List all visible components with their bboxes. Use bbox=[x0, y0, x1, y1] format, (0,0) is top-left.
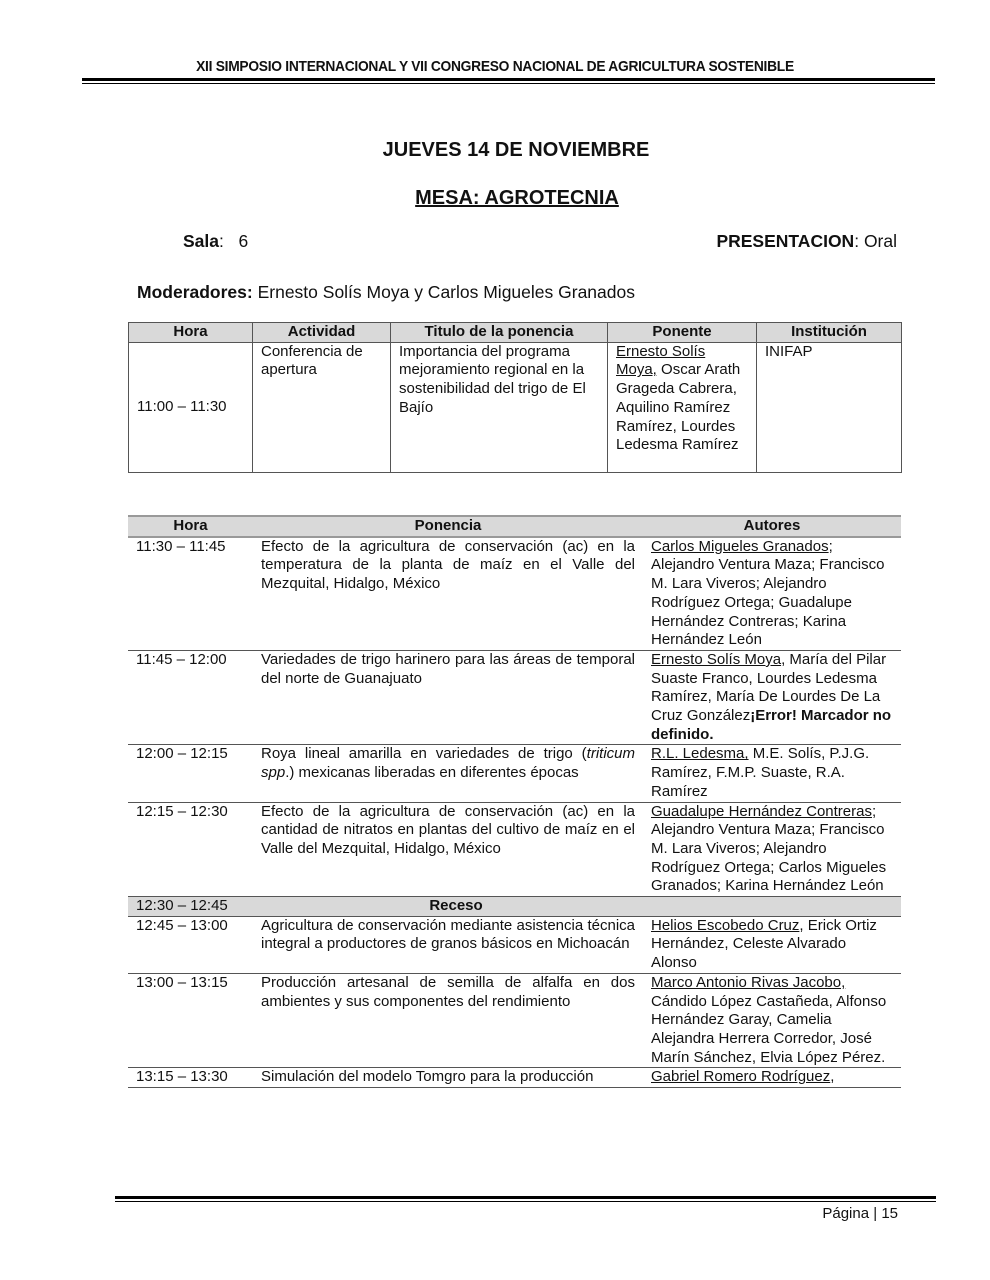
talk-title-part: .) mexicanas liberadas en diferentes épocas bbox=[285, 764, 579, 782]
col-header: Actividad bbox=[253, 323, 391, 343]
main-author: Helios Escobedo Cruz bbox=[651, 916, 800, 934]
talk-title: Efecto de la agricultura de conservación (ac) en la temperatura de la planta de maíz en el Valle del Mezquital, Hidalgo, México bbox=[253, 537, 643, 651]
talk-title: Producción artesanal de semilla de alfalfa en dos ambientes y sus componentes del rendimiento bbox=[253, 973, 643, 1068]
col-header: Autores bbox=[643, 516, 901, 537]
main-author: Gabriel Romero Rodríguez bbox=[651, 1068, 831, 1086]
table-row bbox=[128, 916, 901, 973]
time-cell: 12:00 – 12:15 bbox=[128, 745, 253, 802]
authors-cell bbox=[643, 916, 901, 973]
time-cell: 12:45 – 13:00 bbox=[128, 916, 253, 973]
talk-title: Variedades de trigo harinero para las áreas de temporal del norte de Guanajuato bbox=[253, 650, 643, 745]
col-header: Institución bbox=[757, 323, 902, 343]
authors-cell bbox=[643, 650, 901, 745]
co-authors: Cándido López Castañeda, Alfonso Hernández Garay, Camelia Alejandra Herrera Corredor, José Marín Sánchez, Elvia López Pérez. bbox=[651, 992, 887, 1066]
talk-title bbox=[253, 745, 643, 802]
page-number-value: 15 bbox=[881, 1205, 898, 1222]
time-cell: 11:45 – 12:00 bbox=[128, 650, 253, 745]
table-row bbox=[128, 745, 901, 802]
page-number: Página | 15 bbox=[822, 1205, 898, 1222]
moderators-label: Moderadores: bbox=[137, 282, 253, 302]
talk-title-part: Roya lineal amarilla en variedades de trigo ( bbox=[261, 745, 587, 763]
col-header: Ponencia bbox=[253, 516, 643, 537]
bookmark-error: ¡Error! Marcador no definido. bbox=[651, 707, 892, 743]
title-cell: Importancia del programa mejoramiento regional en la sostenibilidad del trigo de El Bajío bbox=[391, 342, 608, 472]
col-header: Hora bbox=[128, 516, 253, 537]
co-authors: M.E. Solís, P.J.G. Ramírez, F.M.P. Suaste, R.A. Ramírez bbox=[651, 745, 870, 800]
co-authors: ; Alejandro Ventura Maza; Francisco M. Lara Viveros; Alejandro Rodríguez Ortega; Carlos Migueles Granados; Karina Hernández León bbox=[651, 802, 887, 895]
day-title: JUEVES 14 DE NOVIEMBRE bbox=[382, 139, 650, 161]
break-label: Receso bbox=[253, 897, 901, 917]
moderators-value: Ernesto Solís Moya y Carlos Migueles Granados bbox=[257, 282, 635, 302]
running-header: XII SIMPOSIO INTERNACIONAL Y VII CONGRESO NACIONAL DE AGRICULTURA SOSTENIBLE bbox=[196, 58, 794, 75]
session-title: MESA: AGROTECNIA bbox=[415, 187, 619, 209]
activity-cell: Conferencia de apertura bbox=[253, 342, 391, 472]
header-rule-thin bbox=[82, 83, 935, 84]
table-row bbox=[128, 973, 901, 1068]
time-cell: 12:30 – 12:45 bbox=[128, 897, 253, 917]
authors-cell bbox=[643, 973, 901, 1068]
authors-cell bbox=[643, 802, 901, 897]
talk-title: Agricultura de conservación mediante asistencia técnica integral a productores de granos básicos en Michoacán bbox=[253, 916, 643, 973]
authors-cell bbox=[643, 1068, 901, 1088]
footer-rule-thin bbox=[115, 1201, 936, 1202]
presentation-value: Oral bbox=[863, 231, 897, 251]
room-label: Sala bbox=[183, 231, 219, 251]
main-author: Marco Antonio Rivas Jacobo, bbox=[651, 973, 846, 991]
main-author: Guadalupe Hernández Contreras bbox=[651, 802, 872, 820]
break-row bbox=[128, 897, 901, 917]
species-name: triticum spp bbox=[261, 745, 635, 782]
main-speaker: Ernesto Solís Moya, bbox=[616, 342, 706, 379]
header-rule bbox=[82, 78, 935, 81]
page-label: Página bbox=[822, 1205, 870, 1222]
presentation-type: PRESENTACION: Oral bbox=[716, 231, 897, 251]
col-header: Titulo de la ponencia bbox=[391, 323, 608, 343]
col-header: Ponente bbox=[608, 323, 757, 343]
opening-table bbox=[128, 322, 902, 473]
table-row bbox=[129, 342, 902, 472]
main-author: Ernesto Solís Moya bbox=[651, 650, 782, 668]
main-author: R.L. Ledesma, bbox=[651, 745, 749, 763]
co-authors: , María del Pilar Suaste Franco, Lourdes Ledesma Ramírez, María De Lourdes De La Cruz González bbox=[651, 650, 887, 725]
main-author: Carlos Migueles Granados bbox=[651, 537, 829, 555]
table-row bbox=[128, 537, 901, 651]
talk-title: Efecto de la agricultura de conservación (ac) en la cantidad de nitratos en plantas del cultivo de maíz en el Valle del Mezquital, Hidalgo, México bbox=[253, 802, 643, 897]
authors-cell bbox=[643, 537, 901, 651]
table-row bbox=[128, 1068, 901, 1088]
time-cell: 11:00 – 11:30 bbox=[129, 342, 253, 472]
room-value: 6 bbox=[238, 231, 249, 251]
talk-title: Simulación del modelo Tomgro para la producción bbox=[253, 1068, 643, 1088]
co-authors: , bbox=[830, 1068, 835, 1086]
co-speakers: Oscar Arath Grageda Cabrera, Aquilino Ramírez Ramírez, Lourdes Ledesma Ramírez bbox=[616, 361, 741, 454]
time-cell: 13:15 – 13:30 bbox=[128, 1068, 253, 1088]
footer-rule bbox=[115, 1196, 936, 1199]
co-authors: , Erick Ortiz Hernández, Celeste Alvarado Alonso bbox=[651, 916, 877, 972]
col-header: Hora bbox=[129, 323, 253, 343]
speaker-cell bbox=[608, 342, 757, 472]
table-row bbox=[128, 802, 901, 897]
time-cell: 11:30 – 11:45 bbox=[128, 537, 253, 651]
co-authors: ; Alejandro Ventura Maza; Francisco M. Lara Viveros; Alejandro Rodríguez Ortega; Guadalupe Hernández Contreras; Karina Hernández León bbox=[651, 537, 885, 649]
presentation-label: PRESENTACION bbox=[716, 231, 855, 251]
table-row bbox=[128, 650, 901, 745]
institution-cell: INIFAP bbox=[757, 342, 902, 472]
room: Sala: 6 bbox=[183, 231, 249, 251]
time-cell: 13:00 – 13:15 bbox=[128, 973, 253, 1068]
authors-cell bbox=[643, 745, 901, 802]
table-header-row bbox=[129, 323, 902, 343]
table-header-row bbox=[128, 516, 901, 537]
moderators bbox=[137, 282, 635, 303]
talks-table bbox=[128, 515, 901, 1088]
time-cell: 12:15 – 12:30 bbox=[128, 802, 253, 897]
